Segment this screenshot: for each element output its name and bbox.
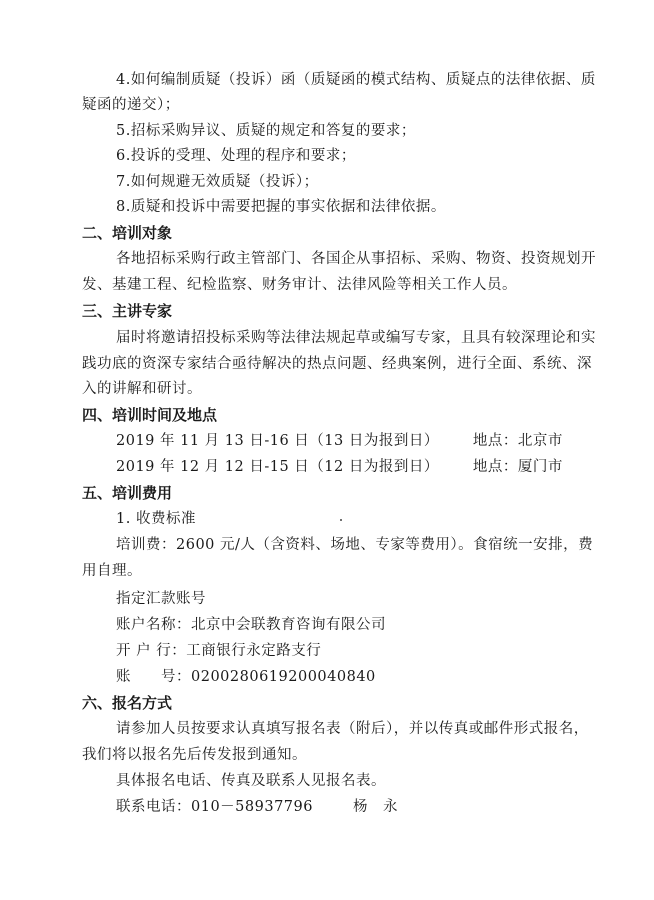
section-heading-registration: 六、报名方式 (82, 694, 173, 712)
session-2-date: 2019 年 12 月 12 日-15 日（12 日为报到日） (116, 459, 439, 475)
session-1-place: 地点：北京市 (472, 433, 563, 449)
section-heading-time-place: 四、培训时间及地点 (82, 406, 218, 424)
account-title: 指定汇款账号 (116, 591, 206, 607)
fee-standard-title: 1. 收费标准 (116, 511, 196, 527)
account-name: 账户名称：北京中会联教育咨询有限公司 (116, 617, 386, 633)
section-2-line-1: 各地招标采购行政主管部门、各国企从事招标、采购、物资、投资规划开 (116, 251, 596, 267)
section-heading-training-targets: 二、培训对象 (82, 224, 173, 242)
fee-line-1: 培训费：2600 元/人（含资料、场地、专家等费用）。食宿统一安排，费 (116, 537, 594, 553)
session-2-place: 地点：厦门市 (472, 459, 563, 475)
registration-line-1: 请参加人员按要求认真填写报名表（附后），并以传真或邮件形式报名， (116, 721, 589, 737)
item-4-line-2: 疑函的递交）； (82, 97, 180, 113)
fee-line-2: 用自理。 (82, 563, 142, 579)
section-heading-lecturers: 三、主讲专家 (82, 302, 173, 320)
item-5: 5.招标采购异议、质疑的规定和答复的要求； (116, 123, 416, 139)
registration-line-3: 具体报名电话、传真及联系人见报名表。 (116, 773, 386, 789)
section-3-line-3: 入的讲解和研讨。 (82, 381, 202, 397)
contact-row (116, 797, 398, 817)
scan-speck (340, 519, 342, 521)
contact-phone: 联系电话：010－58937796 (116, 799, 313, 815)
item-8: 8.质疑和投诉中需要把握的事实依据和法律依据。 (116, 199, 446, 215)
bank-name: 开 户 行：工商银行永定路支行 (116, 643, 322, 659)
section-3-line-2: 践功底的资深专家结合亟待解决的热点问题、经典案例，进行全面、系统、深 (82, 356, 592, 372)
section-2-line-2: 发、基建工程、纪检监察、财务审计、法律风险等相关工作人员。 (82, 277, 517, 293)
item-6: 6.投诉的受理、处理的程序和要求； (116, 148, 356, 164)
session-2-row (116, 457, 563, 477)
item-4-line-1: 4.如何编制质疑（投诉）函（质疑函的模式结构、质疑点的法律依据、质 (116, 72, 596, 88)
section-heading-fees: 五、培训费用 (82, 484, 173, 502)
item-7: 7.如何规避无效质疑（投诉）； (116, 174, 319, 190)
registration-line-2: 我们将以报名先后传发报到通知。 (82, 747, 307, 763)
session-1-row (116, 431, 563, 451)
session-1-date: 2019 年 11 月 13 日-16 日（13 日为报到日） (116, 433, 439, 449)
account-number: 账 号：0200280619200040840 (116, 669, 376, 685)
contact-person: 杨 永 (352, 799, 398, 815)
section-3-line-1: 届时将邀请招投标采购等法律法规起草或编写专家，且具有较深理论和实 (116, 330, 596, 346)
